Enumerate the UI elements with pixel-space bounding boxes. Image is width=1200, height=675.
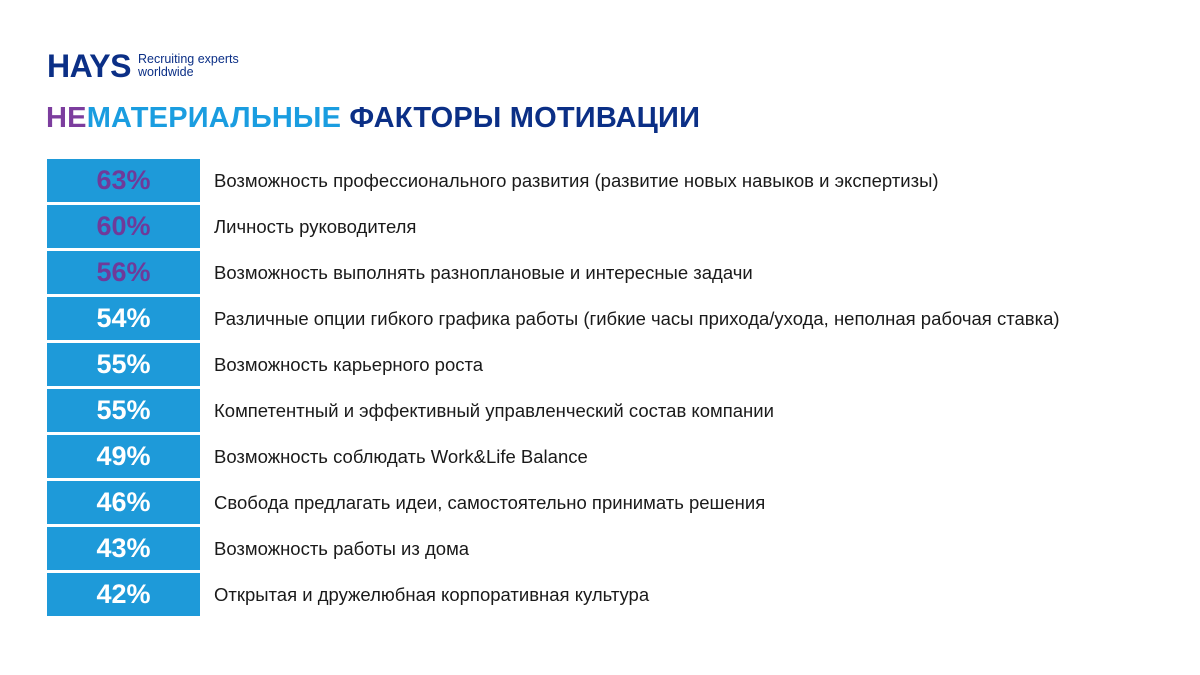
logo-tagline — [138, 53, 239, 79]
percent-badge: 46% — [47, 481, 200, 524]
factor-label: Различные опции гибкого графика работы (гибкие часы прихода/ухода, неполная рабочая ставка) — [214, 307, 1060, 329]
tagline-line-2: worldwide — [137, 65, 194, 79]
factor-row — [47, 527, 1177, 570]
tagline-line-1: Recruiting experts — [137, 52, 239, 66]
percent-badge: 54% — [47, 297, 200, 340]
factor-label: Возможность работы из дома — [214, 537, 470, 559]
percent-badge: 49% — [47, 435, 200, 478]
factor-row — [47, 481, 1177, 524]
factor-row — [47, 573, 1177, 616]
factor-row — [47, 343, 1177, 386]
factor-row — [47, 435, 1177, 478]
percent-badge: 42% — [47, 573, 200, 616]
factor-label: Свобода предлагать идеи, самостоятельно принимать решения — [214, 491, 766, 513]
page-title — [46, 101, 700, 135]
hays-logo — [47, 50, 239, 82]
factor-row — [47, 297, 1177, 340]
title-prefix: НЕ — [46, 102, 87, 134]
percent-badge: 60% — [47, 205, 200, 248]
factor-label: Компетентный и эффективный управленческий состав компании — [214, 399, 774, 421]
percent-badge: 55% — [47, 389, 200, 432]
factor-label: Открытая и дружелюбная корпоративная культура — [214, 583, 650, 605]
factor-row — [47, 159, 1177, 202]
percent-badge: 43% — [47, 527, 200, 570]
percent-badge: 56% — [47, 251, 200, 294]
logo-wordmark: HAYS — [47, 48, 131, 84]
factor-label: Личность руководителя — [214, 215, 417, 237]
title-rest: ФАКТОРЫ МОТИВАЦИИ — [349, 102, 701, 134]
factor-row — [47, 251, 1177, 294]
factor-label: Возможность карьерного роста — [214, 353, 484, 375]
factors-list — [47, 159, 1177, 619]
percent-badge: 55% — [47, 343, 200, 386]
factor-label: Возможность соблюдать Work&Life Balance — [214, 445, 588, 467]
factor-row — [47, 389, 1177, 432]
percent-badge: 63% — [47, 159, 200, 202]
title-highlight: МАТЕРИАЛЬНЫЕ — [86, 102, 342, 134]
factor-row — [47, 205, 1177, 248]
factor-label: Возможность выполнять разноплановые и интересные задачи — [214, 261, 753, 283]
factor-label: Возможность профессионального развития (развитие новых навыков и экспертизы) — [214, 169, 939, 191]
